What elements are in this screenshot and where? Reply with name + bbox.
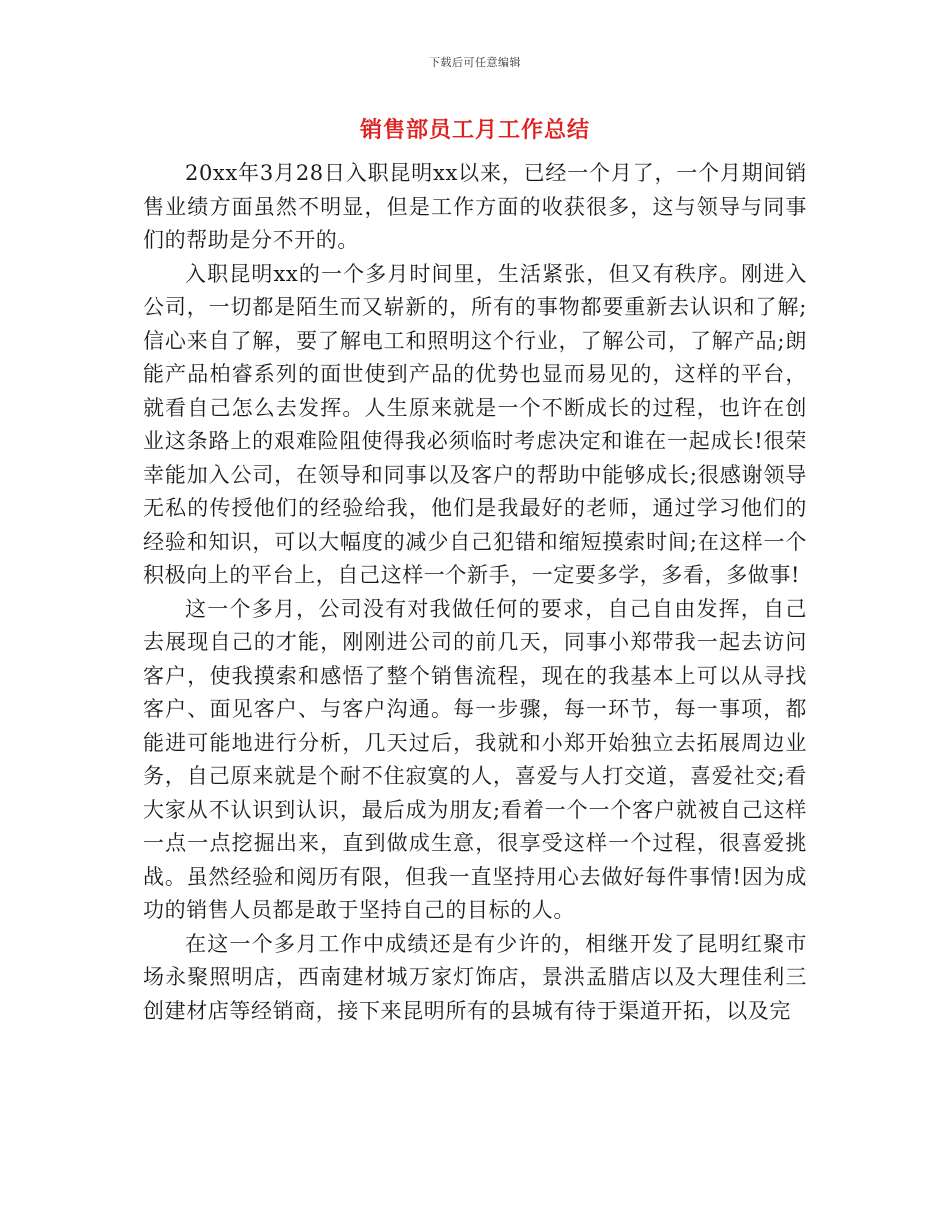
document-title: 销售部员工月工作总结: [359, 118, 590, 143]
paragraph: 入职昆明xx的一个多月时间里，生活紧张，但又有秩序。刚进入公司，一切都是陌生而又崭新的，所有的事物都要重新去认识和了解;信心来自了解，要了解电工和照明这个行业，了解公司，了解产品;朗能产品柏睿系列的面世使到产品的优势也显而易见的，这样的平台，就看自己怎么去发挥。人生原来就是一个不断成长的过程，也许在创业这条路上的艰难险阻使得我必须临时考虑决定和谁在一起成长!很荣幸能加入公司，在领导和同事以及客户的帮助中能够成长;很感谢领导无私的传授他们的经验给我，他们是我最好的老师，通过学习他们的经验和知识，可以大幅度的减少自己犯错和缩短摸索时间;在这样一个积极向上的平台上，自己这样一个新手，一定要多学，多看，多做事!: [143, 261, 807, 587]
header-note: 下载后可任意编辑: [429, 56, 521, 69]
paragraph: 在这一个多月工作中成绩还是有少许的，相继开发了昆明红聚市场永聚照明店，西南建材城万家灯饰店，景洪孟腊店以及大理佳利三创建材店等经销商，接下来昆明所有的县城有待于渠道开拓，以及完: [143, 931, 807, 1023]
paragraph: 这一个多月，公司没有对我做任何的要求，自己自由发挥，自己去展现自己的才能，刚刚进公司的前几天，同事小郑带我一起去访问客户，使我摸索和感悟了整个销售流程，现在的我基本上可以从寻找客户、面见客户、与客户沟通。每一步骤，每一环节，每一事项，都能进可能地进行分析，几天过后，我就和小郑开始独立去拓展周边业务，自己原来就是个耐不住寂寞的人，喜爱与人打交道，喜爱社交;看大家从不认识到认识，最后成为朋友;看着一个一个客户就被自己这样一点一点挖掘出来，直到做成生意，很享受这样一个过程，很喜爱挑战。虽然经验和阅历有限，但我一直坚持用心去做好每件事情!因为成功的销售人员都是敢于坚持自己的目标的人。: [143, 596, 807, 922]
paragraph: 20xx年3月28日入职昆明xx以来，已经一个月了，一个月期间销售业绩方面虽然不明显，但是工作方面的收获很多，这与领导与同事们的帮助是分不开的。: [143, 161, 807, 252]
document-body: [143, 157, 807, 1028]
